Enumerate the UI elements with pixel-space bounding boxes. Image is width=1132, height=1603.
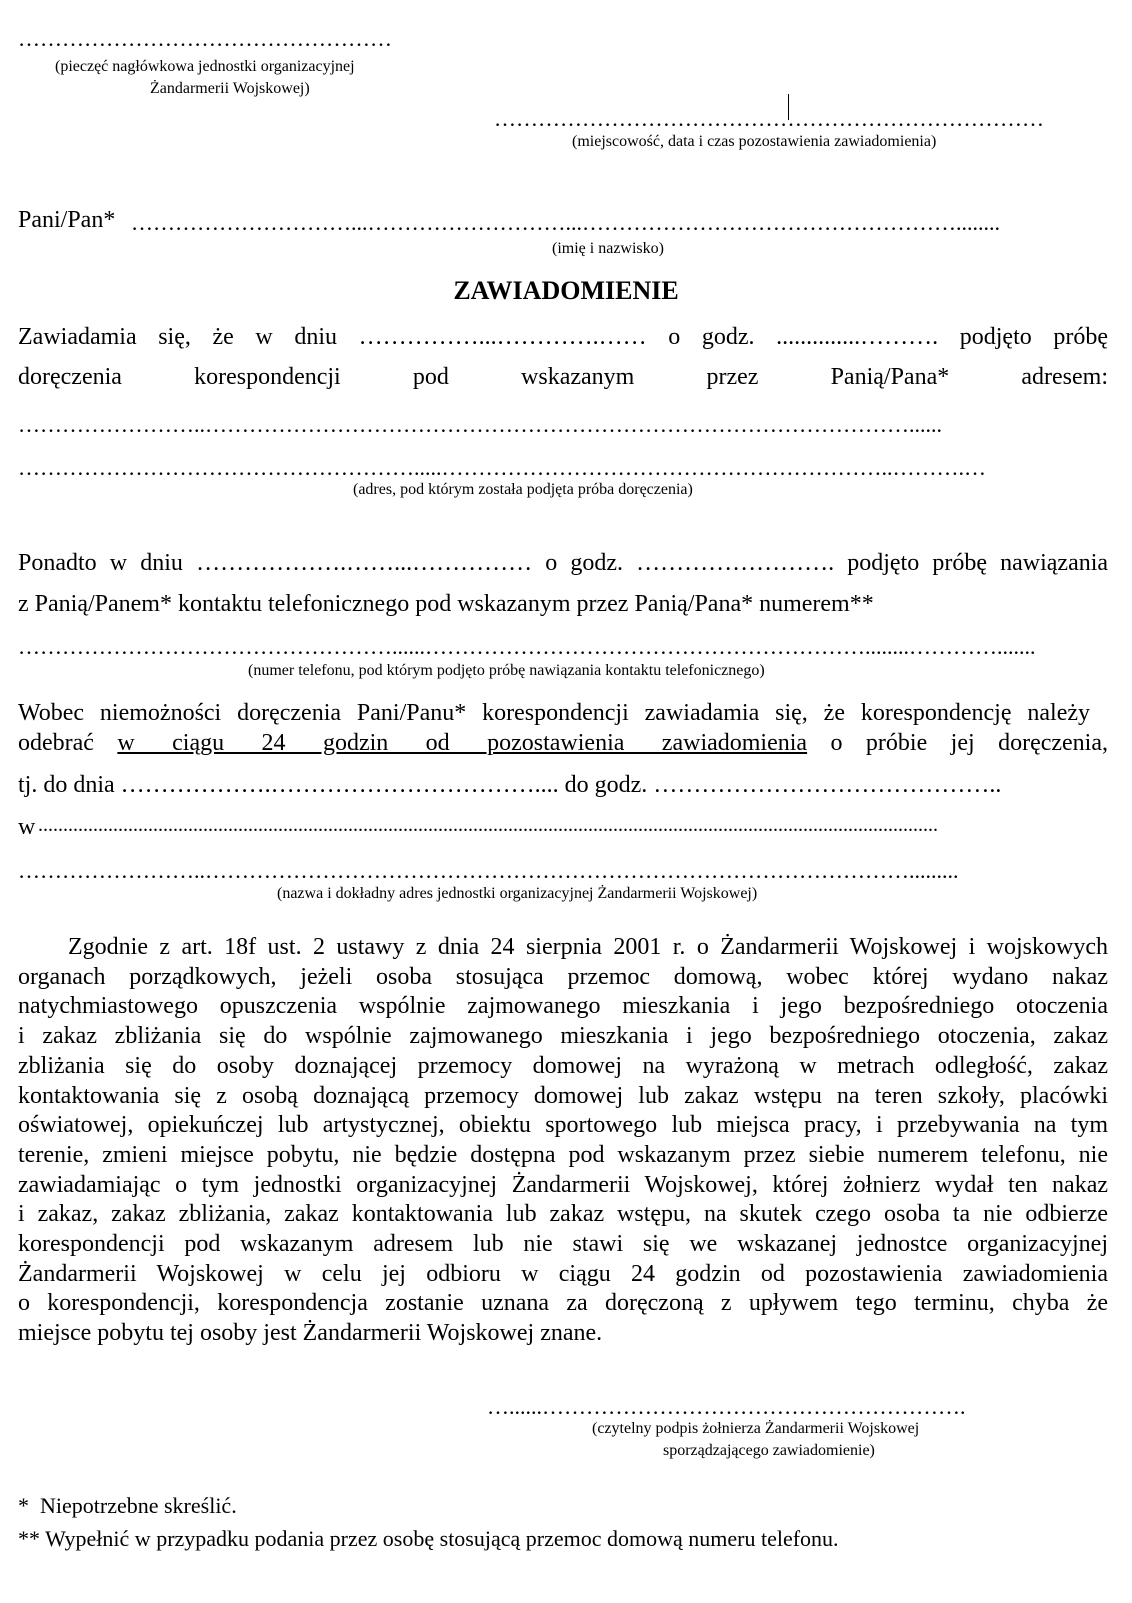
word: Zawiadamia	[18, 324, 137, 350]
signature-dots[interactable]: …......………………………………………………….	[487, 1394, 966, 1419]
paragraph-line: zbliżania się do osoby doznającej przemocy domowej na wyrażoną w metrach odległość, zakaz	[18, 1052, 1108, 1079]
word: wskazanym	[521, 364, 635, 390]
paragraph-line: terenie, zmieni miejsce pobytu, nie będzie dostępna pod wskazanym przez siebie numerem telefonu, nie	[18, 1141, 1108, 1168]
paragraph-line: oświatowej, opiekuńczej lub artystycznej, obiektu sportowego lub miejsca pracy, i przebywania na tym	[18, 1112, 1108, 1139]
word: dniu	[140, 550, 183, 576]
paragraph-line: natychmiastowego opuszczenia wspólnie zajmowanego mieszkania i jego bezpośredniego otoczenia	[18, 993, 1108, 1020]
section2-line2: z Panią/Panem* kontaktu telefonicznego pod wskazanym przez Panią/Pana* numerem**	[18, 591, 874, 617]
signature-caption-line2: sporządzającego zawiadomienie)	[663, 1442, 875, 1459]
date-field-dots[interactable]: ……………….……...……………	[196, 550, 533, 576]
word: pod	[412, 364, 449, 390]
legal-paragraph	[18, 933, 1108, 1349]
until-date-label: tj. do dnia	[18, 772, 115, 798]
section3-line1: Wobec niemożności doręczenia Pani/Panu* korespondencji zawiadamia się, że korespondencję należy	[18, 700, 1090, 726]
phone-dots[interactable]: ……………………………………………......……………………………………………………........………….......	[18, 634, 1036, 659]
stamp-dots: ……………………………………………	[18, 26, 392, 51]
date-field-dots[interactable]: ……………...………….……	[358, 324, 647, 350]
word: Panią/Pana*	[830, 364, 950, 390]
word: dniu	[294, 324, 338, 350]
paragraph-line: korespondencji pod wskazanym adresem lub nie stawi się we wskazanej jednostce organizacyjnej	[18, 1231, 1108, 1258]
time-field-dots[interactable]: ..............……….	[776, 324, 939, 350]
word: o	[830, 730, 843, 756]
page-title: ZAWIADOMIENIE	[453, 276, 679, 305]
word: doręczenia,	[998, 730, 1108, 756]
location-label: w	[18, 814, 36, 840]
word: Ponadto	[18, 550, 97, 576]
word: adresem:	[1021, 364, 1108, 390]
place-date-caption: (miejscowość, data i czas pozostawienia zawiadomienia)	[572, 133, 937, 150]
until-time-dots[interactable]: ……………………………………..	[653, 772, 1002, 798]
paragraph-line: kontaktowania się z osobą doznającą przemocy domowej lub zakaz wstępu na teren szkoły, placówki	[18, 1082, 1108, 1109]
footnote-1: * Niepotrzebne skreślić.	[18, 1493, 237, 1518]
word: w	[109, 550, 128, 576]
word: podjęto	[847, 550, 920, 576]
paragraph-line: Żandarmerii Wojskowej w celu jej odbioru w ciągu 24 godzin od pozostawienia zawiadomienia	[18, 1260, 1108, 1287]
word: się,	[158, 324, 191, 350]
address-caption: (adres, pod którym została podjęta próba doręczenia)	[353, 481, 693, 498]
footnote-2: ** Wypełnić w przypadku podania przez osobę stosującą przemoc domową numeru telefonu.	[18, 1526, 839, 1551]
word: godz.	[570, 550, 623, 576]
until-date-dots[interactable]: ……………….……………………………....	[120, 772, 559, 798]
paragraph-line: Zgodnie z art. 18f ust. 2 ustawy z dnia 24 sierpnia 2001 r. o Żandarmerii Wojskowej i wojskowych	[68, 934, 1108, 960]
time-field-dots[interactable]: …………………….	[636, 550, 835, 576]
word: w	[255, 324, 273, 350]
paragraph-line: zawiadamiając o tym jednostki organizacyjnej Żandarmerii Wojskowej, której żołnierz wydał ten nakaz	[18, 1171, 1108, 1198]
unit-address-dots[interactable]: ……………………..…………………………………………………………………………………….........	[18, 858, 959, 883]
stamp-caption-line2: Żandarmerii Wojskowej)	[150, 80, 310, 97]
word: podjęto	[959, 324, 1032, 350]
section1-line1	[18, 324, 1108, 351]
addressee-name-dots[interactable]: …………………………...………………………...……………………………………………........	[131, 210, 1000, 235]
word: próbie	[865, 730, 928, 756]
section1-line2	[18, 364, 1108, 391]
paragraph-line: organach porządkowych, jeżeli osoba stosująca przemoc domową, wobec której wydano nakaz	[18, 963, 1108, 990]
until-time-label: do godz.	[564, 772, 648, 798]
word: godz.	[701, 324, 755, 350]
section2-line1	[18, 550, 1108, 577]
word: próbę	[1053, 324, 1109, 350]
section3-line4	[18, 814, 35, 841]
word: próbę	[932, 550, 987, 576]
address-dots-1[interactable]: ……………………..……………………………………………………………………………………......	[18, 412, 942, 437]
phone-caption: (numer telefonu, pod którym podjęto próbę nawiązania kontaktu telefonicznego)	[248, 662, 765, 679]
word: jej	[950, 730, 975, 756]
section3-line2	[18, 730, 1108, 757]
signature-caption-line1: (czytelny podpis żołnierza Żandarmerii Wojskowej	[592, 1420, 920, 1437]
word: doręczenia	[18, 364, 122, 390]
deadline-underlined: w ciągu 24 godzin od pozostawienia zawiadomienia	[117, 730, 808, 756]
word: o	[668, 324, 681, 350]
section3-line3	[18, 772, 1001, 799]
place-date-dots[interactable]: …………………………………………………………………	[494, 106, 1044, 131]
unit-address-caption: (nazwa i dokładny adres jednostki organizacyjnej Żandarmerii Wojskowej)	[277, 885, 758, 902]
word: przez	[706, 364, 759, 390]
word: korespondencji	[194, 364, 341, 390]
paragraph-line: i zakaz, zakaz zbliżania, zakaz kontaktowania lub zakaz wstępu, na skutek czego osoba ta nie odbierze	[18, 1201, 1108, 1228]
word: nawiązania	[1000, 550, 1109, 576]
word: o	[545, 550, 558, 576]
address-dots-2[interactable]: ……………………………………………….....……………………………………………………..……….…	[18, 455, 986, 480]
paragraph-line: miejsce pobytu tej osoby jest Żandarmerii Wojskowej znane.	[18, 1320, 603, 1347]
word: odebrać	[18, 730, 94, 756]
addressee-label: Pani/Pan*	[18, 207, 116, 233]
paragraph-line: o korespondencji, korespondencja zostanie uznana za doręczoną z upływem tego terminu, chyba że	[18, 1290, 1108, 1317]
location-dots[interactable]: ....................................................................................................................................................................................	[38, 814, 938, 836]
word: że	[212, 324, 234, 350]
addressee-caption: (imię i nazwisko)	[552, 240, 664, 257]
paragraph-line: i zakaz zbliżania się do wspólnie zajmowanego mieszkania i jego bezpośredniego otoczenia, zakaz	[18, 1023, 1108, 1050]
stamp-caption-line1: (pieczęć nagłówkowa jednostki organizacyjnej	[55, 58, 355, 75]
